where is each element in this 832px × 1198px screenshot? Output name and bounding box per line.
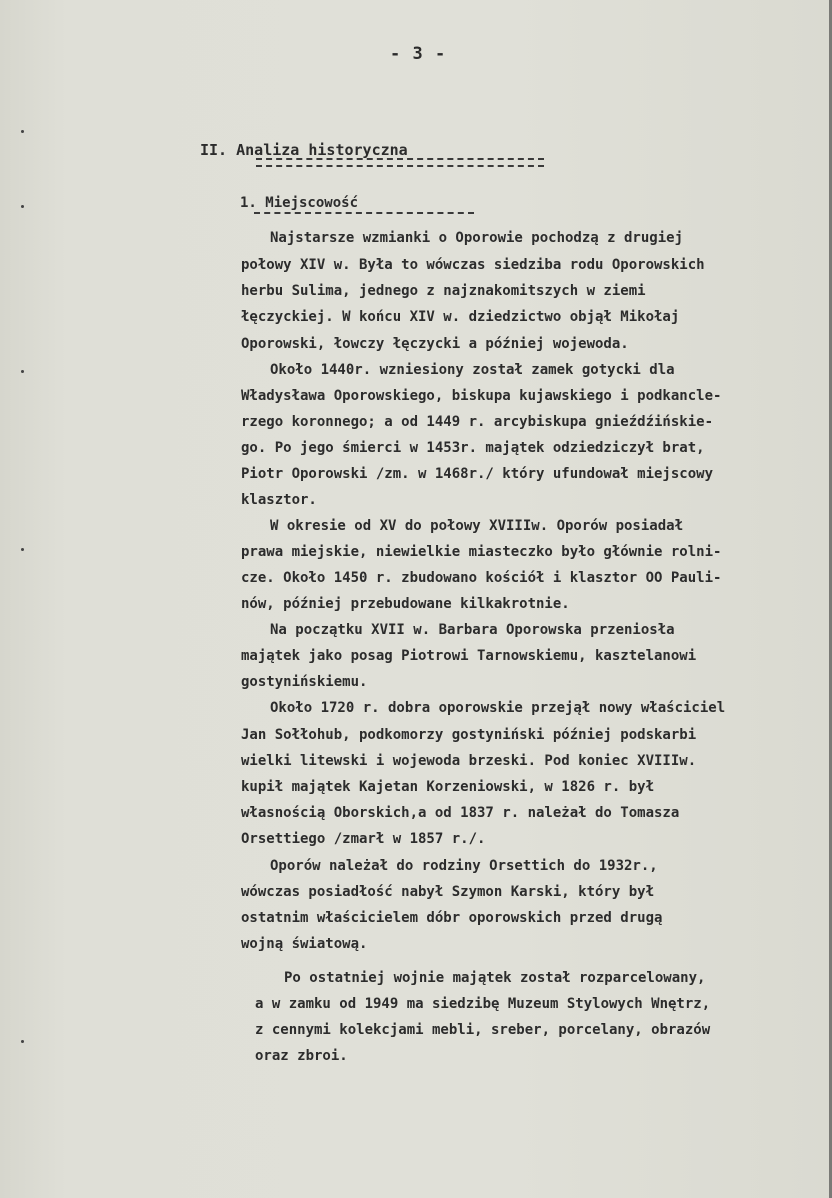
text-line: Około 1720 r. dobra oporowskie przejął nowy właściciel — [270, 700, 726, 716]
text-line: gostynińskiemu. — [241, 674, 368, 690]
text-line: Po ostatniej wojnie majątek został rozparcelowany, — [284, 970, 706, 986]
text-line: nów, później przebudowane kilkakrotnie. — [241, 596, 570, 612]
text-line: Oporów należał do rodziny Orsettich do 1932r., — [270, 858, 658, 874]
text-line: wówczas posiadłość nabył Szymon Karski, który był — [241, 884, 655, 900]
text-line: połowy XIV w. Była to wówczas siedziba rodu Oporowskich — [241, 257, 705, 273]
text-line: rzego koronnego; a od 1449 r. arcybiskupa gnieźdźińskie- — [241, 414, 714, 430]
text-line: oraz zbroi. — [255, 1048, 348, 1064]
punch-hole-mark — [21, 130, 24, 133]
subsection-heading-underline — [254, 212, 474, 214]
text-line: wielki litewski i wojewoda brzeski. Pod koniec XVIIIw. — [241, 753, 697, 769]
subsection-heading: 1. Miejscowość — [240, 195, 359, 211]
text-line: Około 1440r. wzniesiony został zamek gotycki dla — [270, 362, 675, 378]
page-number: - 3 - — [390, 44, 447, 64]
section-heading: II. Analiza historyczna — [200, 141, 408, 159]
punch-hole-mark — [21, 370, 24, 373]
punch-hole-mark — [21, 205, 24, 208]
section-heading-underline — [256, 158, 544, 167]
text-line: majątek jako posag Piotrowi Tarnowskiemu, kasztelanowi — [241, 648, 697, 664]
text-line: a w zamku od 1949 ma siedzibę Muzeum Stylowych Wnętrz, — [255, 996, 711, 1012]
text-line: herbu Sulima, jednego z najznakomitszych w ziemi — [241, 283, 646, 299]
text-line: łęczyckiej. W końcu XIV w. dziedzictwo objął Mikołaj — [241, 309, 680, 325]
text-line: z cennymi kolekcjami mebli, sreber, porcelany, obrazów — [255, 1022, 711, 1038]
text-line: W okresie od XV do połowy XVIIIw. Oporów posiadał — [270, 518, 684, 534]
text-line: prawa miejskie, niewielkie miasteczko było głównie rolni- — [241, 544, 722, 560]
text-line: kupił majątek Kajetan Korzeniowski, w 1826 r. był — [241, 779, 655, 795]
text-line: Oporowski, łowczy łęczycki a później wojewoda. — [241, 336, 629, 352]
punch-hole-mark — [21, 548, 24, 551]
text-line: Jan Sołłohub, podkomorzy gostyniński później podskarbi — [241, 727, 697, 743]
text-line: ostatnim właścicielem dóbr oporowskich przed drugą — [241, 910, 663, 926]
punch-hole-mark — [21, 1040, 24, 1043]
text-line: cze. Około 1450 r. zbudowano kościół i klasztor OO Pauli- — [241, 570, 722, 586]
text-line: Na początku XVII w. Barbara Oporowska przeniosła — [270, 622, 675, 638]
text-line: klasztor. — [241, 492, 317, 508]
text-line: Najstarsze wzmianki o Oporowie pochodzą z drugiej — [270, 230, 684, 246]
text-line: Władysława Oporowskiego, biskupa kujawskiego i podkancle- — [241, 388, 722, 404]
text-line: Piotr Oporowski /zm. w 1468r./ który ufundował miejscowy — [241, 466, 714, 482]
text-line: własnością Oborskich,a od 1837 r. należał do Tomasza — [241, 805, 680, 821]
text-line: go. Po jego śmierci w 1453r. majątek odziedziczył brat, — [241, 440, 705, 456]
text-line: wojną światową. — [241, 936, 368, 952]
text-line: Orsettiego /zmarł w 1857 r./. — [241, 831, 486, 847]
